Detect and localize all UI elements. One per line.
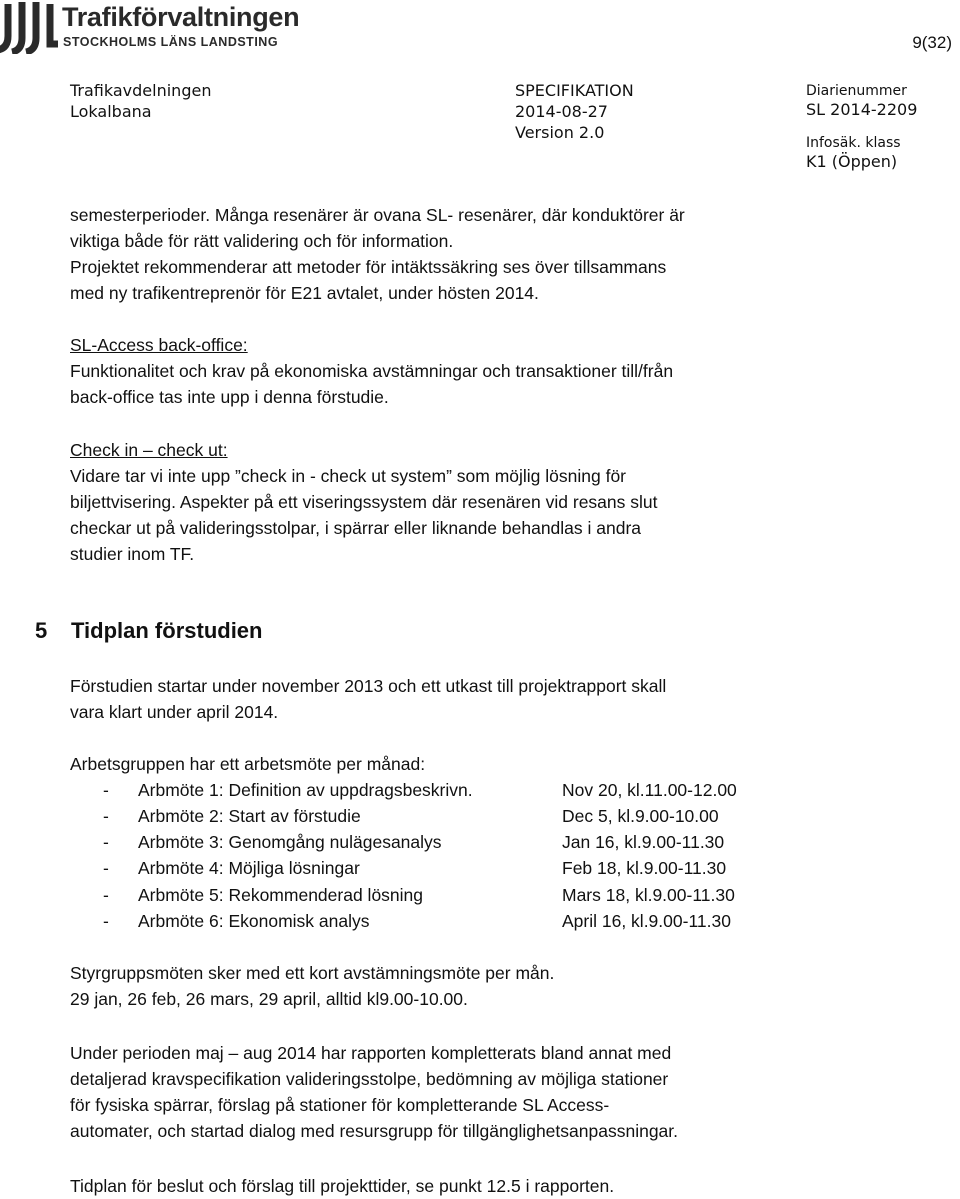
paragraph-intakt: semesterperioder. Många resenärer är ovana SL- resenärer, där konduktörer är viktiga både för rätt validering och för information. Projektet rekommenderar att metoder för intäktssäkring ses över tillsammans med ny trafikentreprenör för E21 avtalet, under hösten 2014. — [70, 205, 685, 303]
trafikforvaltningen-logo — [0, 0, 320, 54]
header-department: Trafikavdelningen — [70, 81, 212, 100]
section-title: Tidplan förstudien — [71, 618, 263, 643]
steering-group-paragraph: Styrgruppsmöten sker med ett kort avstämningsmöte per mån. 29 jan, 26 feb, 26 mars, 29 april, alltid kl9.00-10.00. — [70, 963, 555, 1009]
sl-emblem-icon — [0, 0, 60, 54]
header-unit: Lokalbana — [70, 102, 152, 121]
page-number: 9(32) — [912, 33, 952, 52]
section-5-heading — [35, 618, 262, 644]
header-doc-version: Version 2.0 — [515, 123, 605, 142]
period-paragraph: Under perioden maj – aug 2014 har rapporten kompletterats bland annat med detaljerad kravspecifikation valideringsstolpe, bedömning av möjliga stationer för fysiska spärrar, förslag på stationer för kompletterande SL Access- automater, och startad dialog med resursgrupp för tillgänglighetsanpassningar. — [70, 1043, 679, 1141]
section-5-intro: Förstudien startar under november 2013 och ett utkast till projektrapport skall vara klart under april 2014. — [70, 676, 667, 722]
logo-subtitle: STOCKHOLMS LÄNS LANDSTING — [63, 35, 279, 49]
header-class-label: Infosäk. klass — [806, 135, 901, 151]
sl-access-heading: SL-Access back-office: — [70, 335, 248, 355]
header-doc-date: 2014-08-27 — [515, 102, 608, 121]
document-page: Trafikförvaltningen STOCKHOLMS LÄNS LANDSTING 9(32) Trafikavdelningen Lokalbana SPECIFIKATION 2014-08-27 Version 2.0 Diarienummer SL 2014-2209 Infosäk. klass K1 (Öppen) semesterperioder. Många resenärer är ovana SL- resenärer, där konduktörer är viktiga både för rätt validering och för information. Projektet rekommenderar att metoder för intäktssäkring ses över tillsammans med ny trafikentreprenör för E21 avtalet, under hösten 2014. SL-Access back-office: Funktionalitet och krav på ekonomiska avstämningar och transaktioner till/från back-office tas inte upp i denna förstudie. Check in – check ut: Vidare tar vi inte upp ”check in - check ut system” som möjlig lösning för biljettvisering. Aspekter på ett viseringssystem där resenären vid resans slut checkar ut på valideringsstolpar, i spärrar eller liknande behandlas i andra studier inom TF. 5 Tidplan förstudien Förstudien startar under november 2013 och ett utkast till projektrapport skall vara klart under april 2014. Arbetsgruppen har ett arbetsmöte per månad: - Arbmöte 1: Definition av uppdragsbeskrivn. Nov 20, kl.11.00-12.00 - Arbmöte 2: Start av förstudie Dec 5, kl.9.00-10.00 - Arbmöte 3: Genomgång nulägesanalys Jan 16, kl.9.00-11.30 - Arbmöte 4: Möjliga lösningar Feb 18, kl.9.00-11.30 - Arbmöte 5: Rekommenderad lösning Mars 18, kl.9.00-11.30 - Arbmöte 6: Ekonomisk analys April 16, kl.9.00-11.30 Styrgruppsmöten sker med ett kort avstämningsmöte per mån. 29 jan, 26 feb, 26 mars, 29 april, alltid kl9.00-10.00. Under perioden maj – aug 2014 har rapporten kompletterats bland annat med detaljerad kravspecifikation valideringsstolpe, bedömning av möjliga stationer för fysiska spärrar, förslag på stationer för kompletterande SL Access- automater, och startad dialog med resursgrupp för tillgänglighetsanpassningar. Tidplan för beslut och förslag till projekttider, se punkt 12.5 i rapporten. — [0, 0, 960, 1199]
section-number: 5 — [35, 618, 48, 643]
header-dnr-label: Diarienummer — [806, 83, 907, 99]
logo-name: Trafikförvaltningen — [62, 2, 300, 32]
meetings-intro: Arbetsgruppen har ett arbetsmöte per månad: — [70, 754, 426, 774]
section-sl-access: SL-Access back-office: Funktionalitet och krav på ekonomiska avstämningar och transaktioner till/från back-office tas inte upp i denna förstudie. — [70, 332, 950, 410]
header-class-value: K1 (Öppen) — [806, 152, 898, 171]
check-in-heading: Check in – check ut: — [70, 440, 228, 460]
header-dnr-value: SL 2014-2209 — [806, 100, 918, 119]
section-check-in: Check in – check ut: Vidare tar vi inte upp ”check in - check ut system” som möjlig lösning för biljettvisering. Aspekter på ett viseringssystem där resenären vid resans slut checkar ut på valideringsstolpar, i spärrar eller liknande behandlas i andra studier inom TF. — [70, 437, 950, 567]
header-doc-type: SPECIFIKATION — [515, 81, 634, 100]
final-paragraph: Tidplan för beslut och förslag till projekttider, se punkt 12.5 i rapporten. — [70, 1176, 615, 1196]
